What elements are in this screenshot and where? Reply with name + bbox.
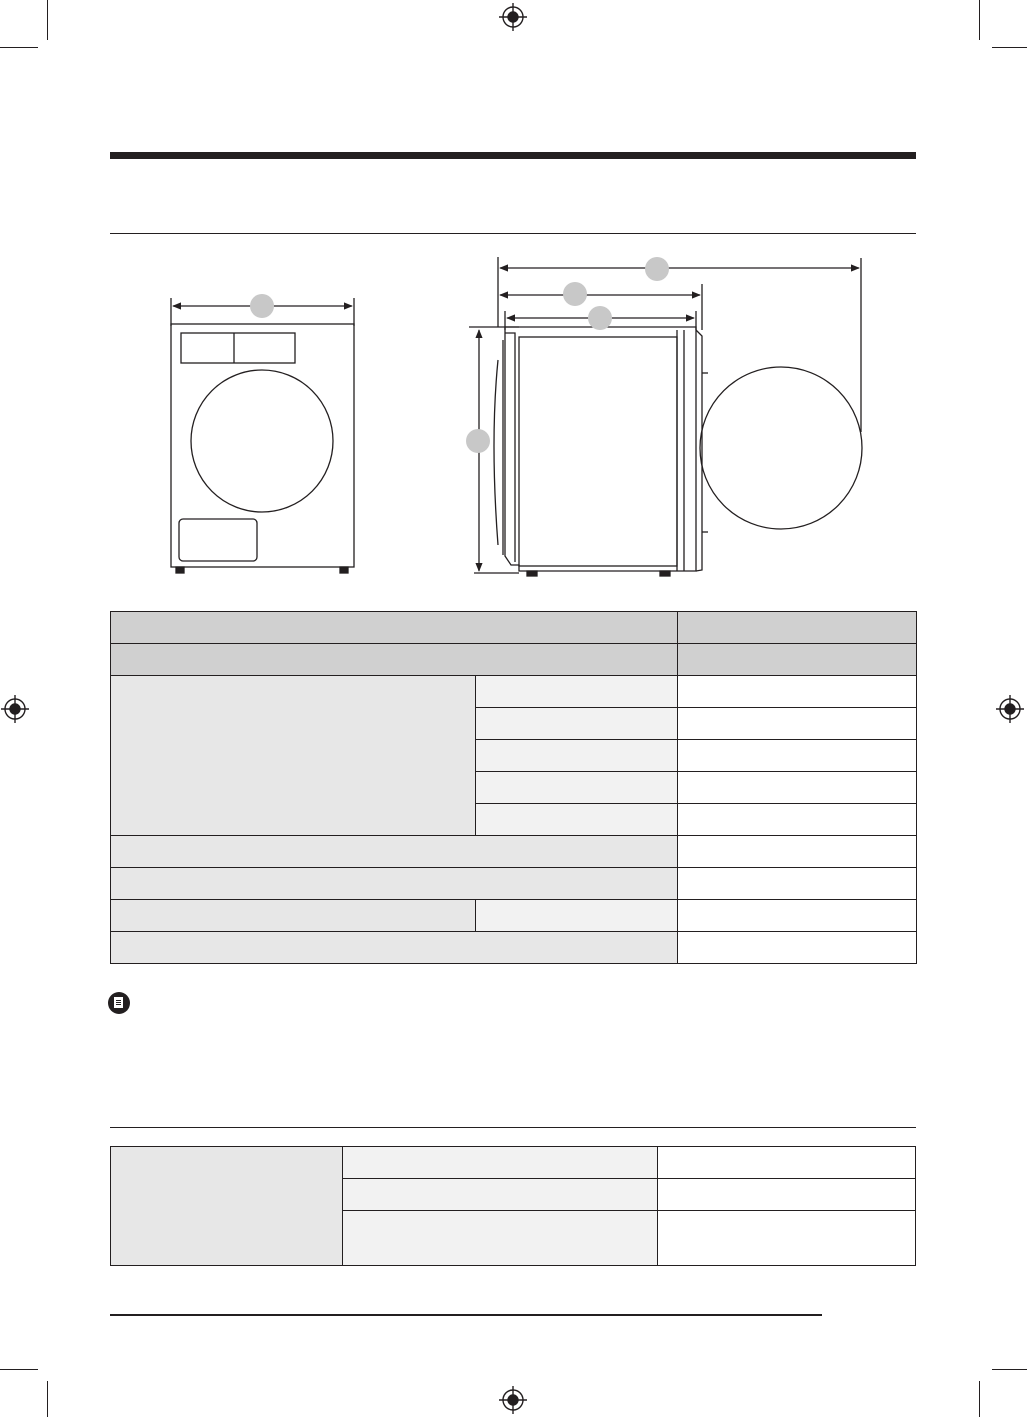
table-cell-value bbox=[678, 772, 917, 804]
callout-side-depth bbox=[563, 282, 587, 306]
table-row bbox=[111, 676, 917, 708]
table-cell-value bbox=[658, 1179, 916, 1211]
table-cell-label bbox=[111, 900, 476, 932]
table-cell-value bbox=[678, 740, 917, 772]
dimension-group-label bbox=[111, 676, 476, 836]
table-cell-sub bbox=[476, 740, 678, 772]
table-cell-value bbox=[678, 804, 917, 836]
table-cell-value bbox=[678, 836, 917, 868]
table-cell-sub bbox=[343, 1179, 658, 1211]
table-header-label bbox=[111, 612, 678, 644]
table-row bbox=[111, 836, 917, 868]
table-cell-label bbox=[111, 868, 678, 900]
second-table-group-label bbox=[111, 1147, 343, 1266]
table-cell-sub bbox=[476, 772, 678, 804]
table-cell-value bbox=[678, 900, 917, 932]
spec-table bbox=[110, 611, 917, 964]
second-table bbox=[110, 1146, 916, 1266]
table-cell-value bbox=[678, 708, 917, 740]
subsection-rule bbox=[110, 1127, 916, 1128]
table-cell-sub bbox=[476, 900, 678, 932]
table-row bbox=[111, 1147, 916, 1179]
note-icon bbox=[108, 992, 130, 1014]
table-cell-label bbox=[111, 932, 678, 964]
table-cell-value bbox=[678, 932, 917, 964]
table-header-row bbox=[111, 612, 917, 644]
callout-side-body-depth bbox=[588, 306, 612, 330]
dryer-front-view bbox=[171, 298, 354, 573]
table-cell-value bbox=[658, 1147, 916, 1179]
callout-side-depth-door-open bbox=[645, 257, 669, 281]
table-cell-sub bbox=[343, 1211, 658, 1266]
table-cell-sub bbox=[476, 804, 678, 836]
callout-front-width bbox=[250, 294, 274, 318]
table-header-value bbox=[678, 612, 917, 644]
table-row bbox=[111, 868, 917, 900]
table-subheader-value bbox=[678, 644, 917, 676]
table-subheader-row bbox=[111, 644, 917, 676]
callout-side-height bbox=[466, 429, 490, 453]
table-subheader-label bbox=[111, 644, 678, 676]
table-cell-sub bbox=[476, 676, 678, 708]
table-cell-value bbox=[678, 676, 917, 708]
table-cell-sub bbox=[343, 1147, 658, 1179]
table-cell-value bbox=[658, 1211, 916, 1266]
table-row bbox=[111, 900, 917, 932]
footer-rule bbox=[110, 1314, 822, 1316]
table-cell-value bbox=[678, 868, 917, 900]
table-cell-sub bbox=[476, 708, 678, 740]
dryer-side-view bbox=[469, 257, 862, 576]
table-cell-label bbox=[111, 836, 678, 868]
table-row bbox=[111, 932, 917, 964]
